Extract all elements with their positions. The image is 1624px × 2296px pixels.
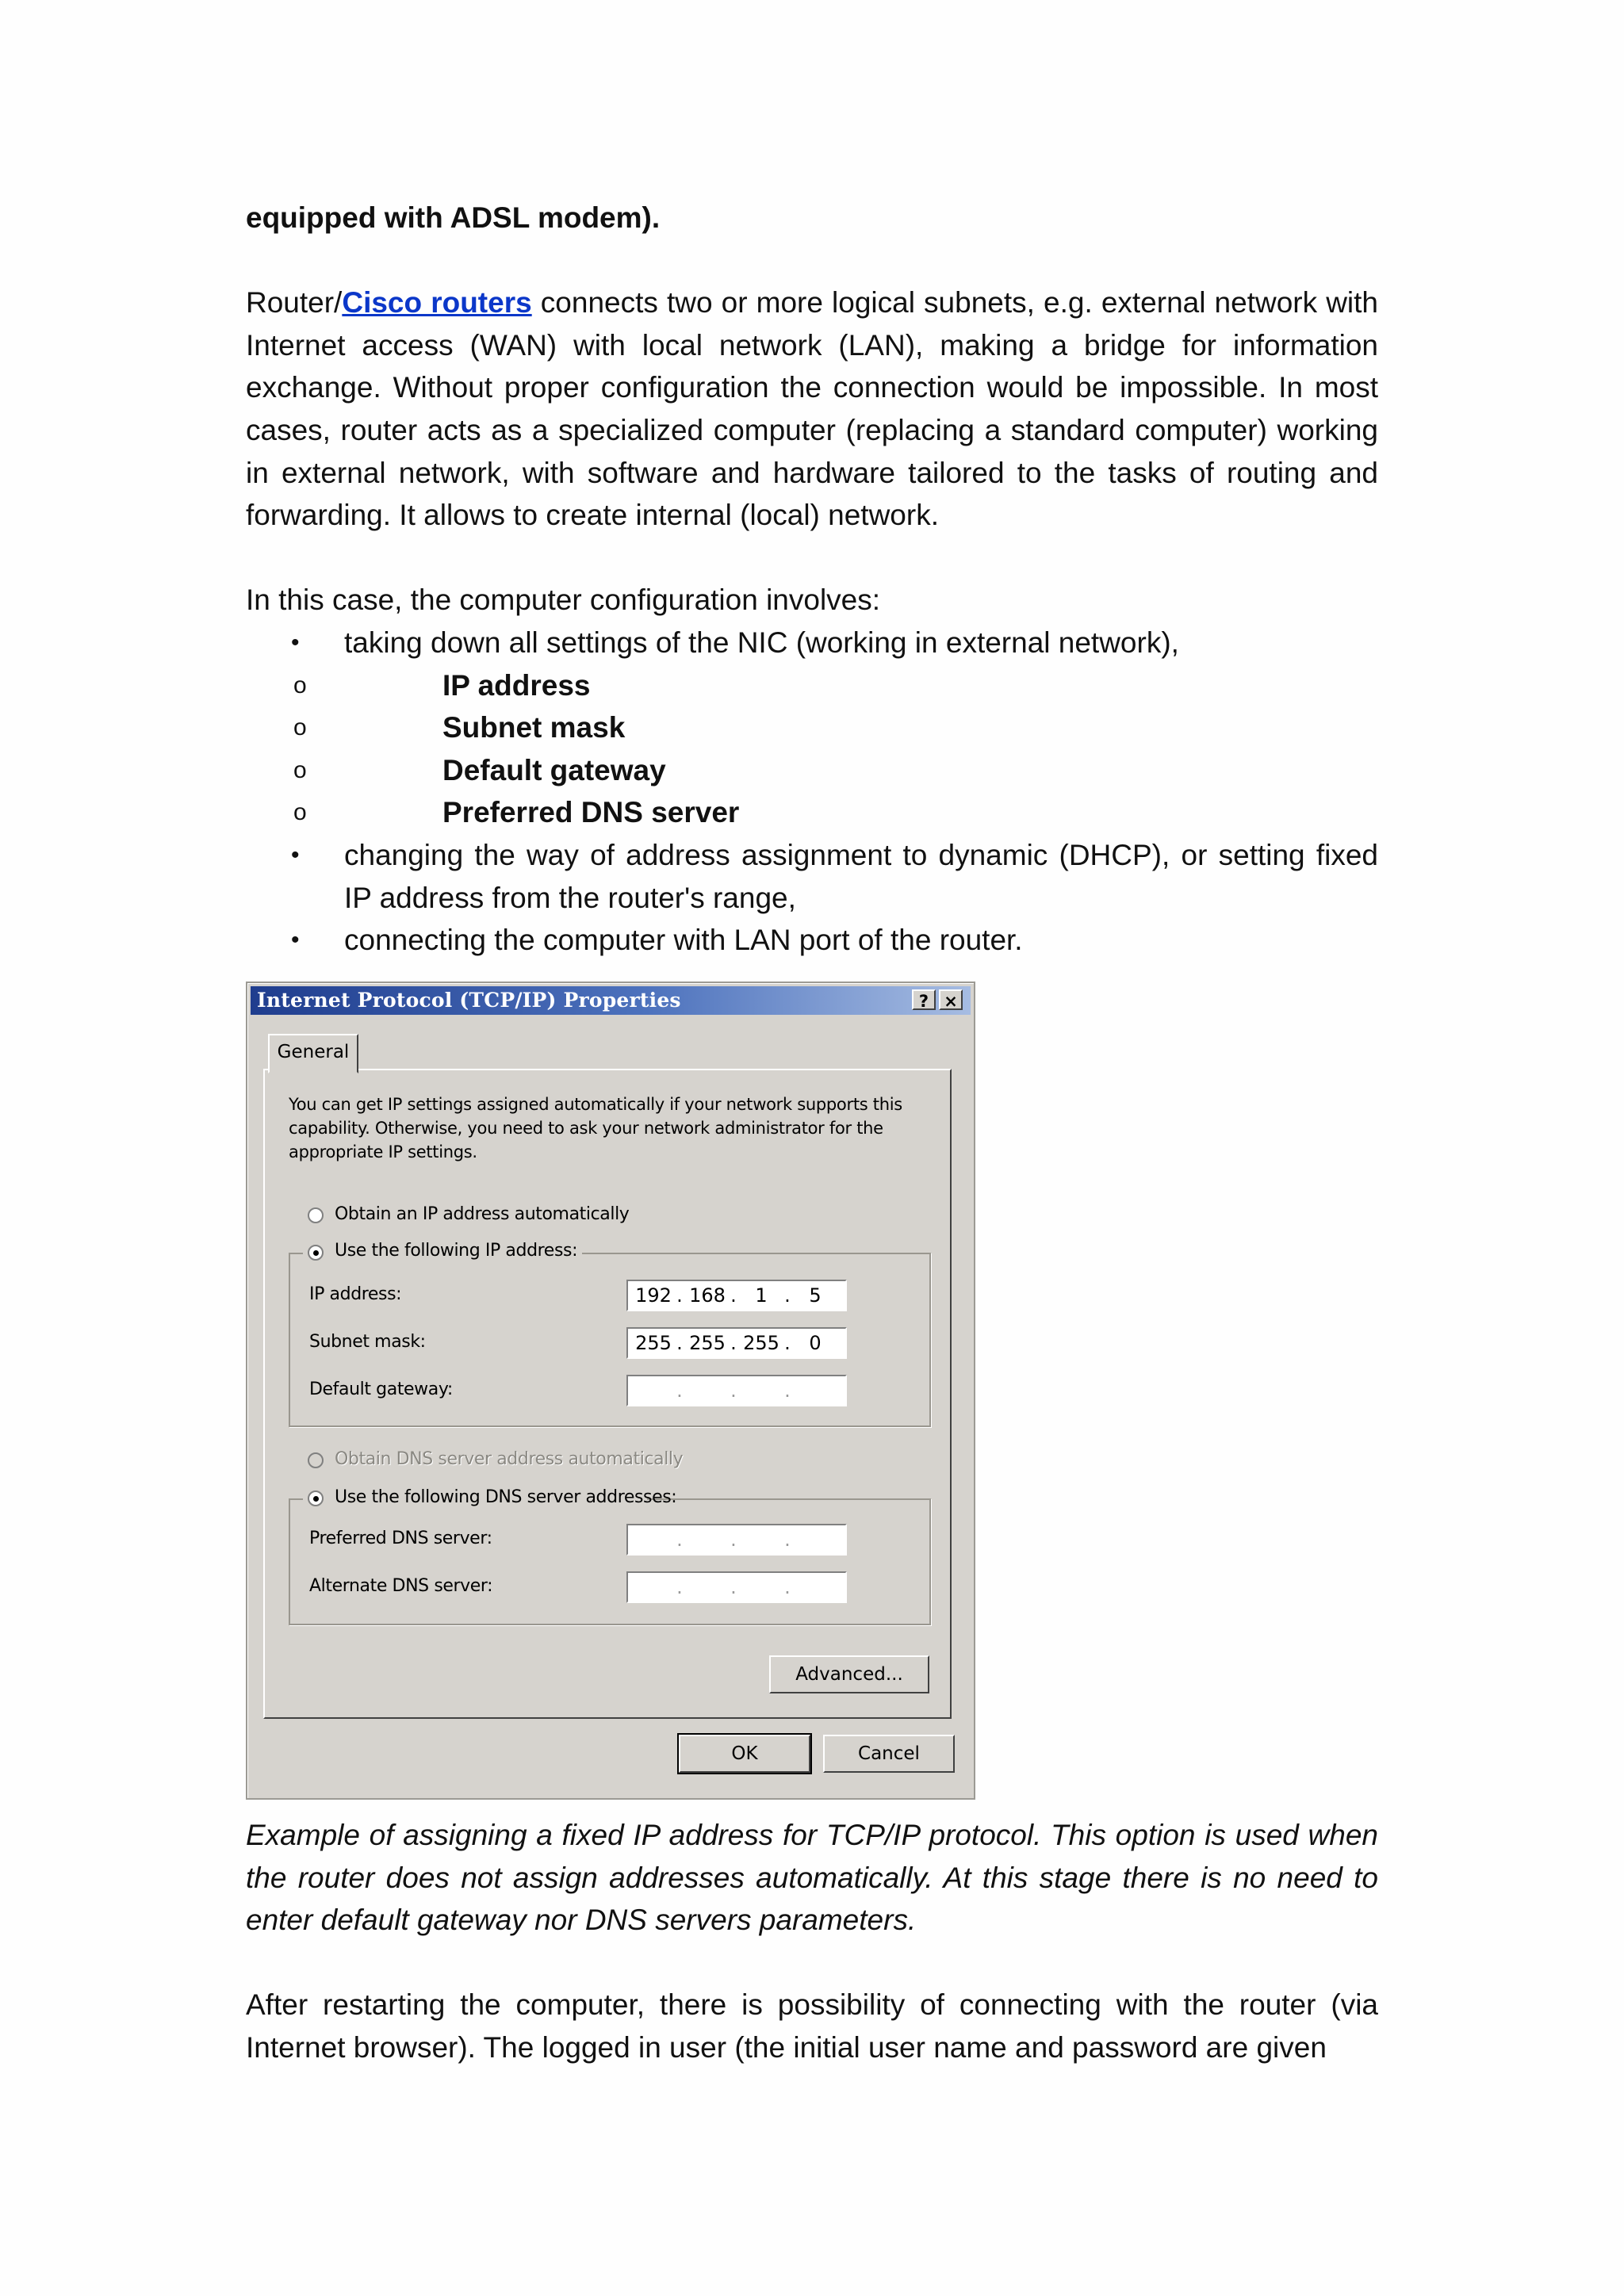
after-restart-paragraph: After restarting the computer, there is possibility of connecting with the router (via Internet browser). The logged in user (the initial user name and password are given bbox=[246, 1988, 1378, 2064]
ip-octet: 1 bbox=[755, 1284, 768, 1307]
config-list bbox=[246, 622, 1378, 962]
figure-caption: Example of assigning a fixed IP address for TCP/IP protocol. This option is used when the router does not assign addresses automatically. At this stage there is no need to enter default gateway nor DNS servers parameters. bbox=[246, 1819, 1378, 1937]
list-item-text: connecting the computer with LAN port of the router. bbox=[344, 924, 1023, 957]
use-dns-label[interactable]: Use the following DNS server addresses: bbox=[335, 1487, 677, 1507]
use-dns-radio[interactable] bbox=[308, 1490, 324, 1506]
ip-dot: . bbox=[784, 1284, 791, 1307]
preferred-dns-input[interactable] bbox=[626, 1524, 847, 1556]
bullet-icon: • bbox=[291, 841, 300, 868]
obtain-dns-auto-radio[interactable] bbox=[308, 1452, 324, 1468]
dns-dot: . bbox=[784, 1576, 791, 1598]
ip-octet: 5 bbox=[809, 1284, 822, 1307]
gateway-dot: . bbox=[784, 1380, 791, 1402]
spacer bbox=[246, 1942, 1378, 1984]
router-paragraph-text: connects two or more logical subnets, e.g. external network with Internet access (WAN) with local network (LAN), making a bridge for information exchange. Without proper configuration the connection would be impossible. In most cases, router acts as a specialized computer (replacing a standard computer) working in external network, with software and hardware tailored to the tasks of routing and forwarding. It allows to create internal (local) network. bbox=[246, 286, 1379, 532]
sub-item-text: IP address bbox=[442, 668, 591, 702]
list-item-text: changing the way of address assignment to dynamic (DHCP), or setting fixed IP address from the router's range, bbox=[344, 838, 1378, 914]
ok-button[interactable]: OK bbox=[679, 1735, 810, 1773]
use-ip-radio[interactable] bbox=[308, 1245, 324, 1261]
router-paragraph bbox=[246, 281, 1378, 537]
sub-list-item bbox=[246, 706, 1378, 749]
document-body bbox=[246, 197, 1378, 962]
subnet-mask-label: Subnet mask: bbox=[309, 1332, 426, 1352]
dialog-titlebar[interactable] bbox=[251, 986, 971, 1015]
mask-octet: 255 bbox=[689, 1332, 726, 1354]
ip-dot: . bbox=[676, 1284, 683, 1307]
cancel-button[interactable]: Cancel bbox=[823, 1735, 955, 1773]
help-button[interactable]: ? bbox=[912, 989, 936, 1010]
close-button[interactable]: × bbox=[939, 989, 963, 1010]
subnet-mask-input[interactable] bbox=[626, 1327, 847, 1359]
ip-address-input[interactable] bbox=[626, 1280, 847, 1311]
obtain-dns-auto-label[interactable]: Obtain DNS server address automatically bbox=[335, 1449, 684, 1469]
default-gateway-label: Default gateway: bbox=[309, 1380, 453, 1399]
circle-bullet-icon: o bbox=[293, 799, 307, 826]
dns-dot: . bbox=[676, 1529, 683, 1551]
ip-octet: 168 bbox=[689, 1284, 726, 1307]
dns-dot: . bbox=[676, 1576, 683, 1598]
list-item bbox=[246, 834, 1378, 919]
list-item bbox=[246, 622, 1378, 834]
bullet-icon: • bbox=[291, 927, 300, 954]
mask-dot: . bbox=[784, 1332, 791, 1354]
tcpip-properties-dialog bbox=[246, 982, 975, 1800]
obtain-ip-auto-label[interactable]: Obtain an IP address automatically bbox=[335, 1204, 630, 1224]
alternate-dns-input[interactable] bbox=[626, 1571, 847, 1603]
dialog-title: Internet Protocol (TCP/IP) Properties bbox=[257, 989, 681, 1012]
circle-bullet-icon: o bbox=[293, 756, 307, 783]
sub-item-text: Default gateway bbox=[442, 753, 666, 786]
default-gateway-input[interactable] bbox=[626, 1375, 847, 1406]
advanced-button[interactable]: Advanced... bbox=[769, 1655, 929, 1693]
list-item bbox=[246, 919, 1378, 962]
sub-item-text: Preferred DNS server bbox=[442, 796, 740, 829]
lead-line: equipped with ADSL modem). bbox=[246, 201, 661, 234]
sub-item-text: Subnet mask bbox=[442, 711, 626, 744]
circle-bullet-icon: o bbox=[293, 714, 307, 741]
config-intro: In this case, the computer configuration involves: bbox=[246, 584, 881, 617]
sub-list-item bbox=[246, 664, 1378, 707]
mask-octet: 0 bbox=[809, 1332, 822, 1354]
tab-general[interactable]: General bbox=[268, 1034, 358, 1073]
cisco-routers-link[interactable]: Cisco routers bbox=[342, 286, 532, 320]
bullet-icon: • bbox=[291, 629, 300, 656]
dns-server-group bbox=[289, 1498, 931, 1625]
list-item-text: taking down all settings of the NIC (working in external network), bbox=[344, 626, 1179, 659]
ip-address-label: IP address: bbox=[309, 1284, 402, 1304]
alternate-dns-label: Alternate DNS server: bbox=[309, 1576, 493, 1596]
sub-list-item bbox=[246, 749, 1378, 792]
mask-dot: . bbox=[676, 1332, 683, 1354]
preferred-dns-label: Preferred DNS server: bbox=[309, 1529, 492, 1548]
gateway-dot: . bbox=[676, 1380, 683, 1402]
dns-dot: . bbox=[784, 1529, 791, 1551]
spacer bbox=[246, 239, 1378, 282]
nic-settings-list bbox=[246, 664, 1378, 834]
circle-bullet-icon: o bbox=[293, 672, 307, 698]
ip-octet: 192 bbox=[635, 1284, 672, 1307]
mask-octet: 255 bbox=[743, 1332, 779, 1354]
dns-dot: . bbox=[730, 1529, 737, 1551]
mask-dot: . bbox=[730, 1332, 737, 1354]
ip-dot: . bbox=[730, 1284, 737, 1307]
gateway-dot: . bbox=[730, 1380, 737, 1402]
document-body-lower bbox=[246, 1814, 1378, 2069]
router-prefix: Router/ bbox=[246, 286, 343, 320]
sub-list-item bbox=[246, 791, 1378, 834]
dialog-intro-text: You can get IP settings assigned automatically if your network supports this capability. Otherwise, you need to ask your network administrator for the appropriate IP settings. bbox=[289, 1095, 902, 1161]
spacer bbox=[246, 537, 1378, 580]
use-ip-label[interactable]: Use the following IP address: bbox=[335, 1241, 578, 1261]
dns-dot: . bbox=[730, 1576, 737, 1598]
obtain-ip-auto-radio[interactable] bbox=[308, 1207, 324, 1223]
mask-octet: 255 bbox=[635, 1332, 672, 1354]
